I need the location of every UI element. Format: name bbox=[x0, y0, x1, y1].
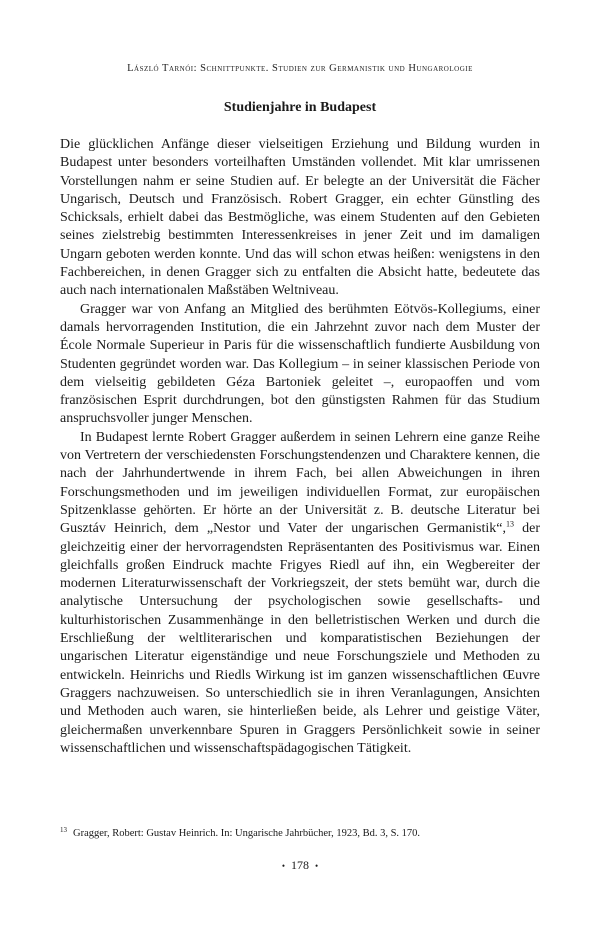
footnote-reference[interactable]: 13 bbox=[505, 519, 514, 529]
running-head: László Tarnói: Schnittpunkte. Studien zur Germanistik und Hungarologie bbox=[127, 63, 473, 74]
paragraph-text-part: der gleichzeitig einer der hervorragendsten Repräsentanten des Positivismus war. Einen gleichfalls großen Eindruck machte Frigyes Riedl auf ihn, ein Wegbereiter der modernen Literaturwissenschaft der Vorkriegszeit, der stets bemüht war, durch die analytische Untersuchung der psychologischen sowie gesellschafts- und kulturhistorischen Zusammenhänge in den belletristischen Werken und durch die Erschließung der weltliterarischen und komparatistischen Beziehungen der ungarischen Literatur eigenständige und neue Forschungsziele und Methoden zu entwickeln. Heinrichs und Riedls Wirkung ist im ganzen wissenschaftlichen Œuvre Graggers nachzuweisen. So unterschiedlich sie in ihren Veranlagungen, Ansichten und Methoden auch waren, sie hinterließen beide, als Lehrer und geistige Väter, gleichermaßen unverkennbare Spuren in Graggers Persönlichkeit sowie in seiner wissenschaftlichen und wissenschaftspädagogischen Tätigkeit. bbox=[60, 521, 540, 756]
footnote-number: 13 bbox=[60, 825, 67, 834]
paragraph bbox=[60, 429, 540, 758]
bullet-icon: • bbox=[281, 861, 285, 872]
section-title: Studienjahre in Budapest bbox=[223, 100, 377, 115]
paragraph: Die glücklichen Anfänge dieser vielseitigen Erziehung und Bildung wurden in Budapest unter besonders vorteilhaften Umständen vollendet. Mit klar umrissenen Vorstellungen nahm er seine Studien auf. Er belegte an der Universität die Fächer Ungarisch, Deutsch und Französisch. Robert Gragger, ein echter Günstling des Schicksals, erhielt dabei das Bestmögliche, was einem Studenten auf den Gebieten seines zielstrebig bestimmten Interessenkreises in jener Zeit und im damaligen Ungarn geboten werden konnte. Und das will schon etwas heißen: wenigstens in den Fachbereichen, in denen Gragger sich zu entfalten die Absicht hatte, bedeutete das auch nach internationalen Maßstäben Weltniveau. bbox=[60, 137, 540, 299]
paragraph-text-part: In Budapest lernte Robert Gragger außerdem in seinen Lehrern eine ganze Reihe von Vertretern der verschiedensten Forschungstendenzen und Charaktere kennen, die nach der Jahrhundertwende in ihrem Fach, bei allen Abweichungen in ihren Forschungsmethoden und im jeweiligen individuellen Format, zur europäischen Spitzenklasse gehörten. Er hörte an der Universität z. B. deutsche Literatur bei Gusztáv Heinrich, dem „Nestor und Vater der ungarischen Germanistik“, bbox=[60, 429, 540, 537]
page-number-block bbox=[60, 858, 540, 873]
footnote-text: Gragger, Robert: Gustav Heinrich. In: Ungarische Jahrbücher, 1923, Bd. 3, S. 170. bbox=[73, 828, 421, 839]
page-number: 178 bbox=[291, 858, 309, 872]
bullet-icon: • bbox=[315, 861, 319, 872]
body-text bbox=[60, 136, 540, 758]
paragraph: Gragger war von Anfang an Mitglied des berühmten Eötvös-Kollegiums, einer damals hervorragenden Institution, die ein Jahrzehnt zuvor nach dem Muster der École Normale Superieur in Paris für die wissenschaftlich fundierte Ausbildung von Studenten gegründet worden war. Das Kollegium – in seiner klassischen Periode von dem vielseitig gebildeten Géza Bartoniek geleitet –, europaoffen und vom französischen Esprit durchdrungen, bot den günstigsten Rahmen für das Studium anspruchsvoller junger Menschen. bbox=[60, 301, 540, 427]
footnote bbox=[60, 827, 540, 841]
